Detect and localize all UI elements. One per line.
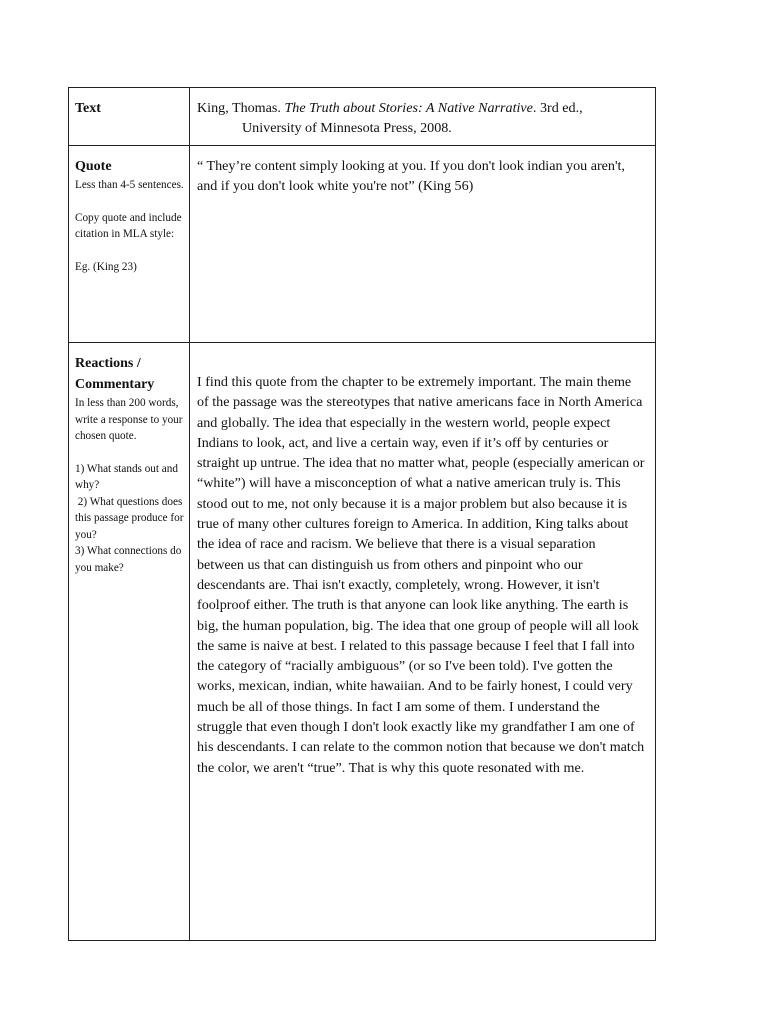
citation-author: King, Thomas. (197, 100, 285, 116)
reactions-content-cell (190, 343, 655, 940)
quote-content: “ They’re content simply looking at you. If you don't look indian you aren't, and if you don't look white you're not” (King 56) (197, 158, 625, 195)
quote-instruction-citation: Copy quote and include citation in MLA style: (75, 211, 185, 240)
text-label: Text (75, 101, 101, 116)
quote-label: Quote (75, 159, 112, 174)
reactions-content: I find this quote from the chapter to be extremely important. The main theme of the passage was the stereotypes that native americans face in North America and globally. The idea that especially in the western world, people expect Indians to look, act, and live a certain way, even if it’s off by centuries or straight up untrue. The idea that no matter what, people (especially american or “white”) will have a misconception of what a native american truly is. This stood out to me, not only because it is a major problem but also because it is true of many other cultures foreign to America. In addition, King talks about the idea of race and racism. We believe that there is a visual separation between us that can distinguish us from others and pinpoint who our descendants are. Thai isn't exactly, completely, wrong. However, it isn't foolproof either. The truth is that anyone can look like anything. The earth is big, the human population, big. The idea that one group of people will all look the same is naive at best. I related to this passage because I feel that I fall into the category of “racially ambiguous” (or so I've been told). I've gotten the works, mexican, indian, white hawaiian. And to be fairly honest, I could very much be all of those things. In fact I am some of them. I understand the struggle that even though I don't look exactly like my grandfather I am one of his descendants. I can relate to the common notion that because we don't match the color, we aren't “true”. That is why this quote resonated with me. (197, 374, 645, 776)
quote-instruction-example: Eg. (King 23) (75, 260, 137, 273)
reactions-instruction-length: In less than 200 words, write a response to your chosen quote. (75, 397, 186, 442)
quote-label-cell (69, 146, 190, 342)
quote-content-cell (190, 146, 655, 342)
response-table (68, 87, 656, 941)
row-text (69, 88, 655, 146)
reactions-label-cell (69, 343, 190, 940)
reactions-label: Reactions / Commentary (75, 356, 155, 392)
text-label-cell (69, 88, 190, 145)
row-quote (69, 146, 655, 343)
citation-rest: . 3rd ed., University of Minnesota Press, 2008. (242, 100, 583, 137)
citation-title: The Truth about Stories: A Native Narrative (284, 100, 533, 116)
reactions-instruction-questions: 1) What stands out and why? 2) What questions does this passage produce for you? 3) What connections do you make? (75, 462, 184, 574)
citation (197, 98, 645, 139)
row-reactions (69, 343, 655, 940)
quote-instruction-length: Less than 4-5 sentences. (75, 179, 184, 191)
citation-cell (190, 88, 655, 145)
